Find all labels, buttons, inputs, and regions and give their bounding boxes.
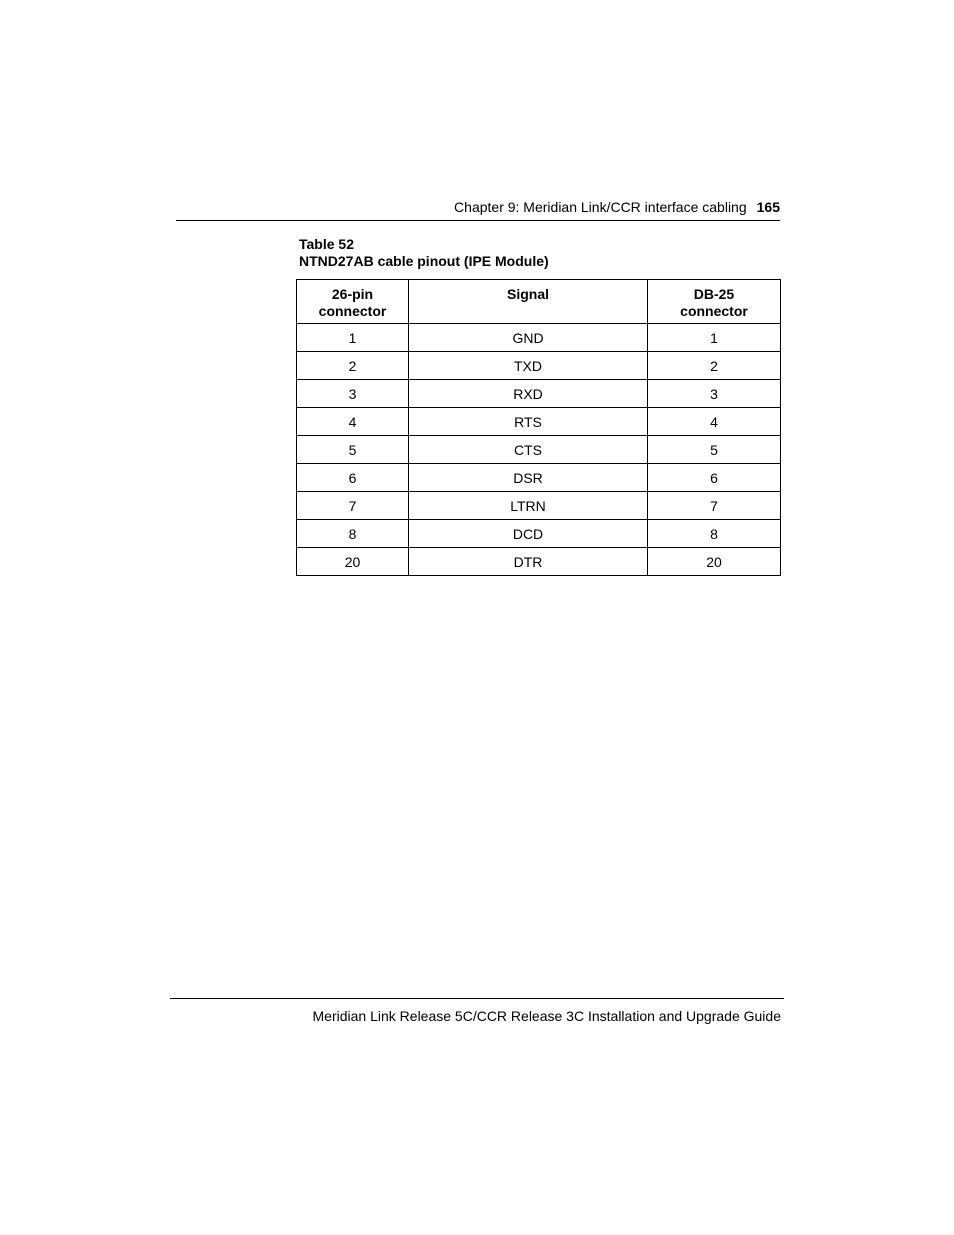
header-26-pin-connector — [297, 280, 409, 324]
header-line: connector — [680, 303, 748, 319]
cell-db25: 8 — [648, 520, 781, 548]
cell-signal: GND — [409, 324, 648, 352]
header-db25-connector — [648, 280, 781, 324]
document-title: Meridian Link Release 5C/CCR Release 3C Installation and Upgrade Guide — [312, 1008, 781, 1024]
table-row — [297, 548, 781, 576]
table-row — [297, 520, 781, 548]
cell-signal: LTRN — [409, 492, 648, 520]
cell-26pin: 7 — [297, 492, 409, 520]
table-row — [297, 324, 781, 352]
cell-signal: RXD — [409, 380, 648, 408]
chapter-title: Chapter 9: Meridian Link/CCR interface cabling — [454, 199, 747, 215]
table-title: NTND27AB cable pinout (IPE Module) — [299, 253, 549, 269]
cell-26pin: 20 — [297, 548, 409, 576]
cell-db25: 6 — [648, 464, 781, 492]
table-row — [297, 492, 781, 520]
header-line: 26-pin — [331, 286, 374, 302]
header-line: Signal — [506, 286, 549, 302]
page-footer — [170, 998, 784, 1024]
cell-26pin: 5 — [297, 436, 409, 464]
table-row — [297, 436, 781, 464]
page-header — [176, 199, 780, 221]
cell-db25: 5 — [648, 436, 781, 464]
header-line: DB-25 — [693, 286, 735, 302]
cell-26pin: 2 — [297, 352, 409, 380]
cell-26pin: 8 — [297, 520, 409, 548]
header-line: connector — [318, 303, 387, 319]
table-caption — [299, 236, 549, 270]
cell-db25: 20 — [648, 548, 781, 576]
cell-signal: TXD — [409, 352, 648, 380]
cell-db25: 2 — [648, 352, 781, 380]
cell-signal: DSR — [409, 464, 648, 492]
cell-signal: CTS — [409, 436, 648, 464]
header-signal — [409, 280, 648, 324]
page-number: 165 — [756, 199, 780, 215]
table-row — [297, 464, 781, 492]
table-row — [297, 380, 781, 408]
table-header-row — [297, 280, 781, 324]
table-number: Table 52 — [299, 236, 354, 252]
cell-26pin: 4 — [297, 408, 409, 436]
cell-db25: 4 — [648, 408, 781, 436]
pinout-table — [296, 279, 781, 576]
cell-db25: 3 — [648, 380, 781, 408]
table-row — [297, 408, 781, 436]
cell-26pin: 1 — [297, 324, 409, 352]
cell-26pin: 3 — [297, 380, 409, 408]
cell-signal: RTS — [409, 408, 648, 436]
table-row — [297, 352, 781, 380]
cell-26pin: 6 — [297, 464, 409, 492]
cell-signal: DCD — [409, 520, 648, 548]
cell-db25: 1 — [648, 324, 781, 352]
cell-db25: 7 — [648, 492, 781, 520]
cell-signal: DTR — [409, 548, 648, 576]
